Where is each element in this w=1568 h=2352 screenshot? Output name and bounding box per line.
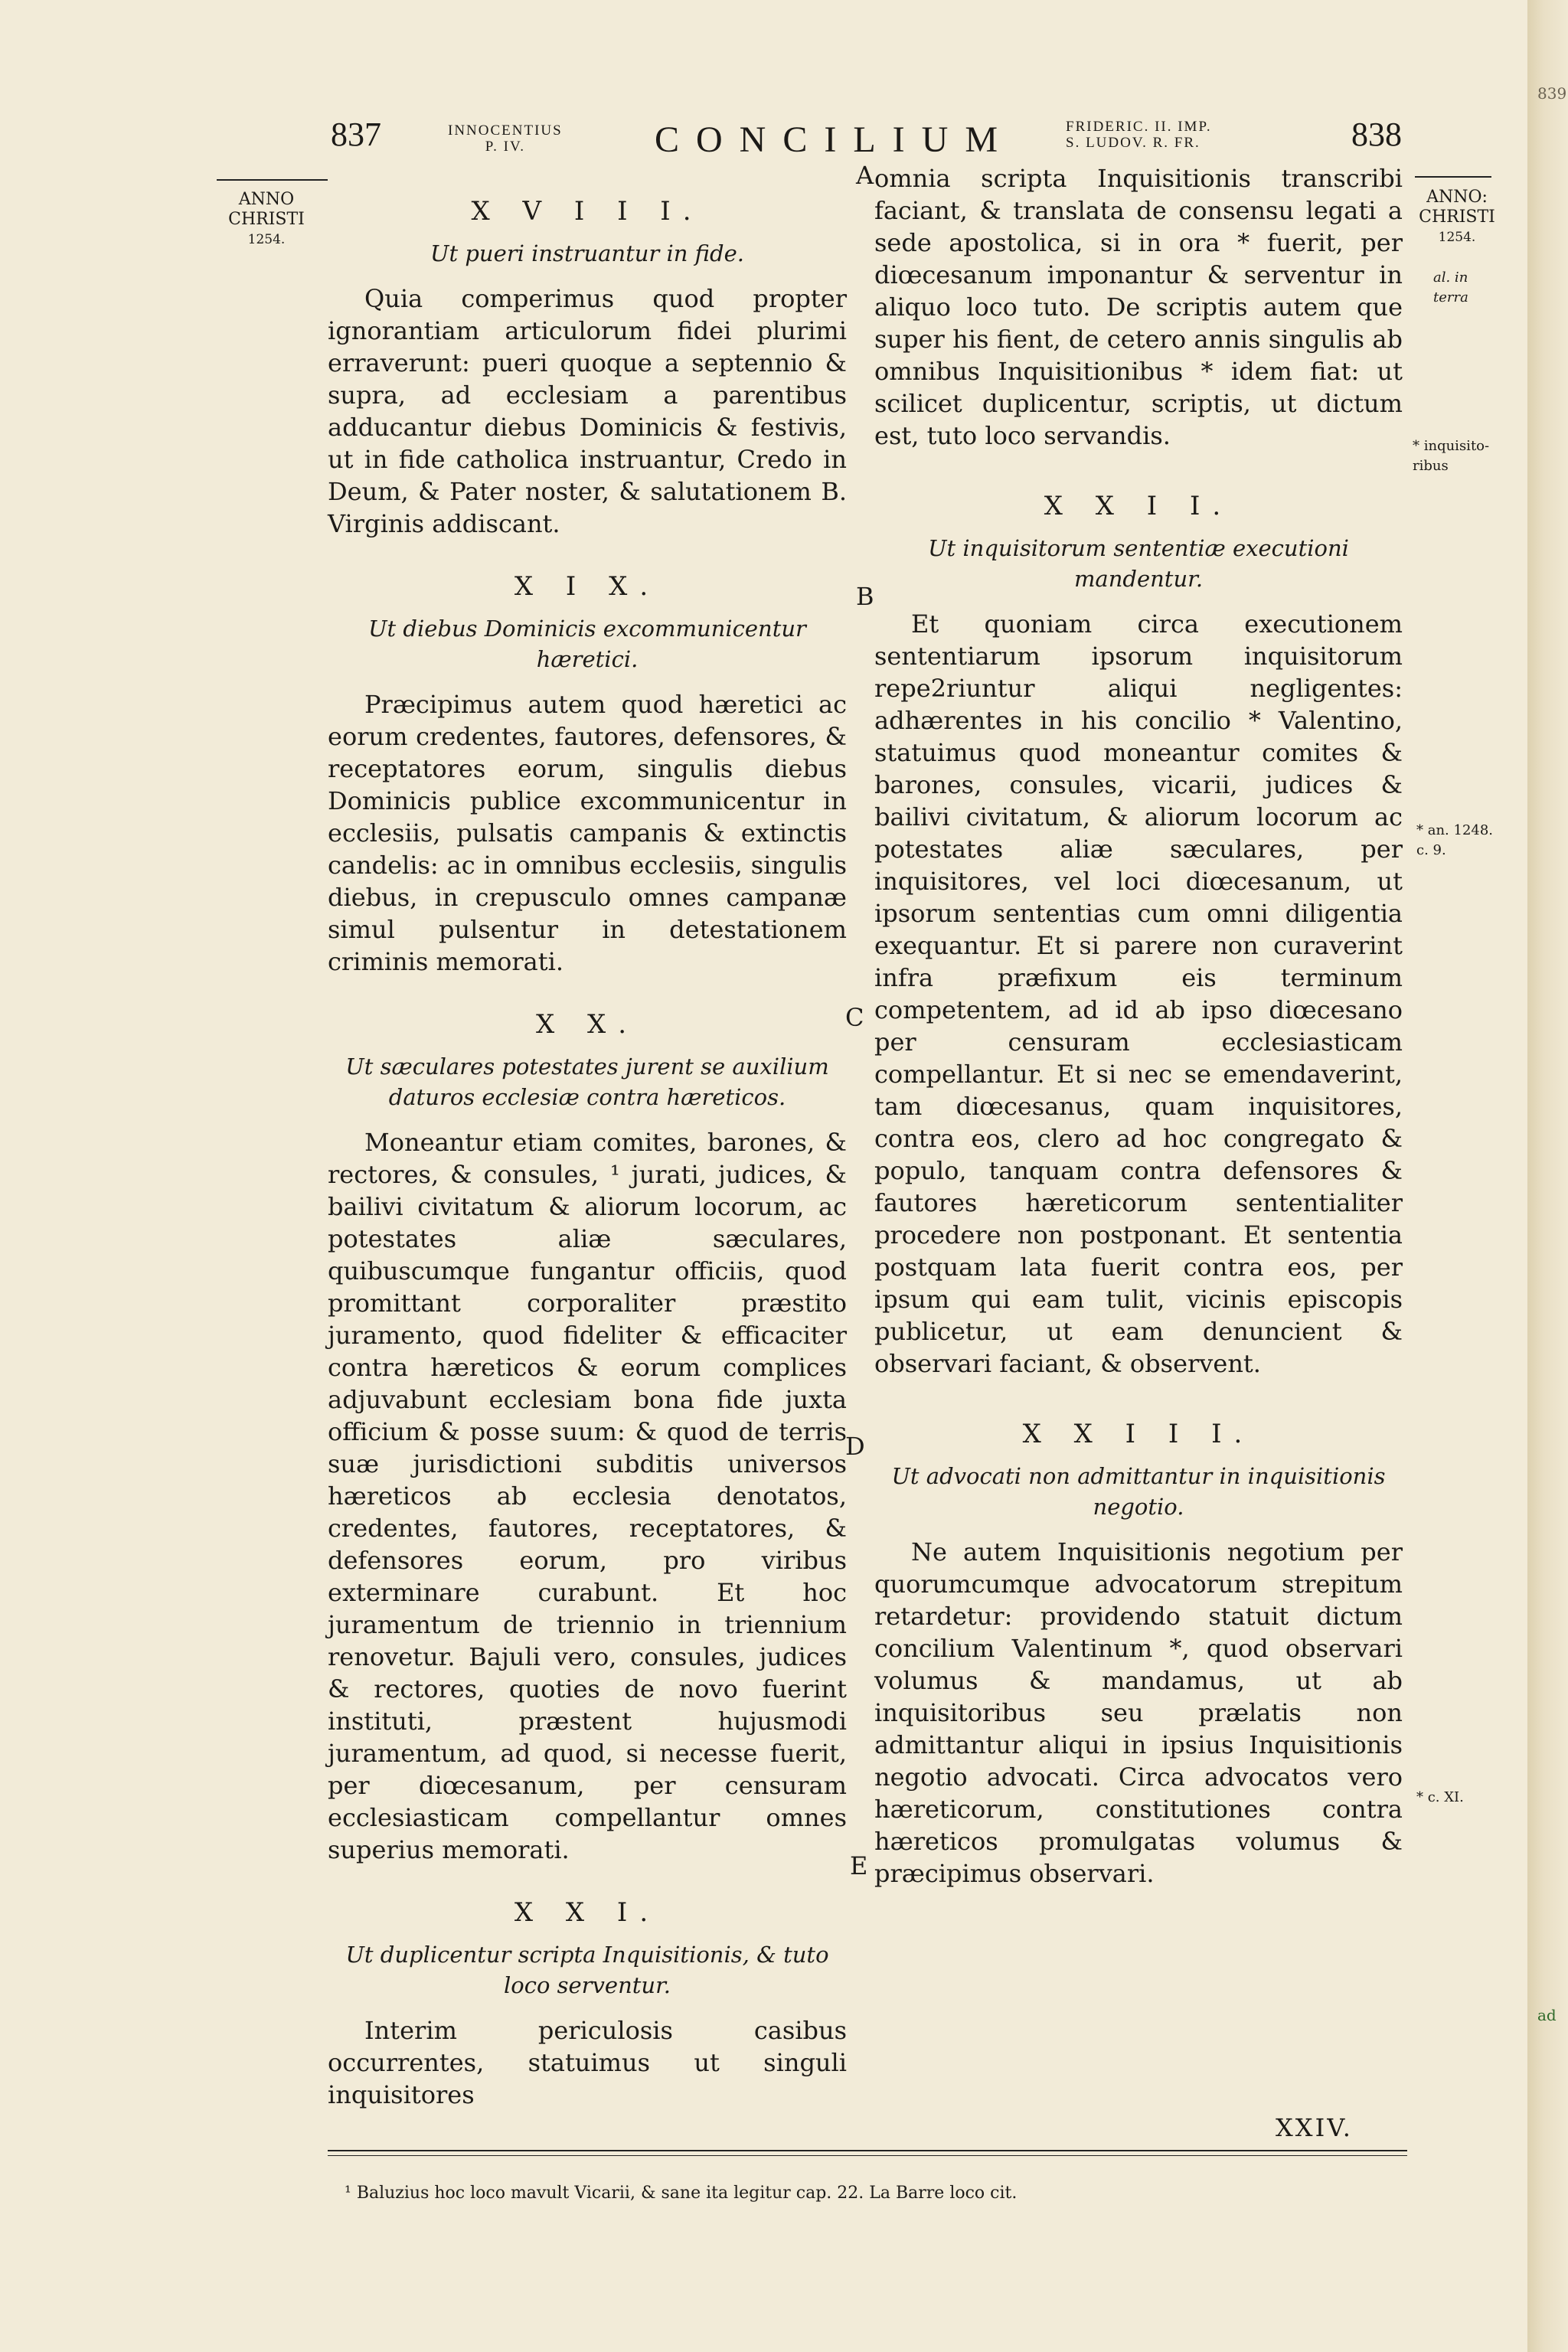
header-rulers: FRIDERIC. II. IMP. S. LUDOV. R. FR.	[1066, 119, 1212, 151]
margin-anno-right: ANNO: CHRISTI 1254.	[1419, 188, 1495, 245]
section-text: Præcipimus autem quod hæretici ac eorum credentes, fautores, defensores, & receptatores eorum, singulis diebus Dominicis publice excommunicentur in ecclesiis, pulsatis campanis & extinctis candelis: ac in omnibus ecclesiis, singulis diebus, in crepusculo omnes campanæ simul pulsentur in detestationem criminis memorati.	[328, 690, 847, 976]
section-number: X X I.	[514, 1897, 661, 1928]
section-rubric: Ut inquisitorum sententiæ executioni mandentur.	[928, 535, 1349, 592]
footnote: ¹ Baluzius hoc loco mavult Vicarii, & sane ita legitur cap. 22. La Barre loco cit.	[345, 2184, 1018, 2203]
adjacent-page-fragment: ad	[1537, 2006, 1557, 2024]
section-letter-e: E	[850, 1851, 868, 1880]
section-number: X X I I I.	[1022, 1419, 1255, 1449]
section-letter-d: D	[845, 1432, 865, 1461]
section-rubric: Ut sæculares potestates jurent se auxilium daturos ecclesiæ contra hæreticos.	[345, 1054, 829, 1110]
section-text: Et quoniam circa executionem sententiarum ipsorum inquisitorum repe2riuntur aliqui negligentes: adhærentes in his concilio * Valentino, statuimus quod moneantur comites & barones, consules, vicarii, judices & bailivi civitatum, & aliorum locorum ac potestates aliæ sæculares, per inquisitores, vel loci diœcesanum, ut ipsorum sententias cum omni diligentia exequantur. Et si parere non curaverint infra præfixum eis terminum competentem, ad id ab ipso diœcesano per censuram ecclesiasticam compellantur. Et si nec se emendaverint, tam diœcesanus, quam inquisitores, contra eos, clero ad hoc congregato & populo, tanquam contra defensores & fautores hæreticorum sententialiter procedere non postponant. Et sententia postquam lata fuerit contra eos, per ipsum qui eam tulit, vicinis episcopis publicetur, ut eam denuncient & observari faciant, & observent.	[874, 609, 1403, 1378]
header-pope: INNOCENTIUS P. IV.	[448, 122, 563, 155]
section-text-continued: omnia scripta Inquisitionis transcribi faciant, & translata de consensu legati a sede apostolica, si in ora * fuerit, per diœcesanum imponantur & serventur in aliquo loco tuto. De scriptis autem que super his fient, de cetero annis singulis ab omnibus Inquisitionibus * idem fiat: ut scilicet duplicentur, scriptis, ut dictum est, tuto loco servandis.	[874, 164, 1403, 450]
margin-note-variant: al. in terra	[1433, 270, 1468, 305]
margin-note-reference: * c. XI.	[1416, 1789, 1464, 1805]
margin-note-variant: * inquisito- ribus	[1413, 438, 1490, 474]
page-gutter	[1527, 0, 1568, 2352]
footnote-rule	[328, 2155, 1407, 2156]
section-rubric: Ut diebus Dominicis excommunicentur hæretici.	[368, 616, 806, 672]
section-letter-c: C	[845, 1003, 864, 1032]
section-text: Interim periculosis casibus occurrentes, statuimus ut singuli inquisitores	[328, 2016, 847, 2109]
section-rubric: Ut pueri instruantur in fide.	[430, 240, 744, 266]
section-letter-b: B	[856, 582, 874, 611]
section-number: X V I I I.	[471, 196, 704, 227]
left-column	[328, 195, 847, 2111]
section-text: Quia comperimus quod propter ignorantiam articulorum fidei plurimi erraverunt: pueri quoque a septennio & supra, ad ecclesiam a parentibus adducantur diebus Dominicis & festivis, ut in fide catholica instruantur, Credo in Deum, & Pater noster, & salutationem B. Virginis addiscant.	[328, 284, 847, 538]
section-letter-a: A	[856, 161, 874, 190]
margin-note-reference: * an. 1248. c. 9.	[1416, 822, 1494, 858]
section-number: X X.	[535, 1009, 639, 1040]
adjacent-page-fragment: 839	[1537, 84, 1567, 103]
section-text: Ne autem Inquisitionis negotium per quorumcumque advocatorum strepitum retardetur: providendo statuit dictum concilium Valentinum *, quod observari volumus & mandamus, ut ab inquisitoribus seu prælatis non admittantur aliqui in ipsius Inquisitionis negotio advocati. Circa advocatos vero hæreticorum, constitutiones contra hæreticos promulgatas volumus & præcipimus observari.	[874, 1537, 1403, 1888]
page-number-left: 837	[331, 116, 381, 153]
header-rule-left	[217, 179, 328, 181]
running-title: CONCILIUM	[655, 119, 1014, 160]
section-rubric: Ut duplicentur scripta Inquisitionis, & tuto loco serventur.	[345, 1942, 829, 1998]
right-column	[874, 162, 1403, 1890]
section-number: X I X.	[514, 571, 661, 602]
page-number-right: 838	[1351, 116, 1402, 153]
margin-anno-left: ANNO CHRISTI 1254.	[228, 190, 305, 247]
section-rubric: Ut advocati non admittantur in inquisitionis negotio.	[891, 1463, 1386, 1520]
section-number: X X I I.	[1044, 491, 1233, 521]
header-rule-right	[1415, 176, 1491, 178]
section-text: Moneantur etiam comites, barones, & rectores, & consules, ¹ jurati, judices, & bailivi civitatum & aliorum locorum, ac potestates aliæ sæculares, quibuscumque fungantur officiis, quod promittant corporaliter præstito juramento, quod fideliter & efficaciter contra hæreticos & eorum complices adjuvabunt ecclesiam bona fide juxta officium & posse suum: & quod de terris suæ jurisdictioni subditis universos hæreticos ab ecclesia denotatos, credentes, fautores, receptatores, & defensores eorum, pro viribus exterminare curabunt. Et hoc juramentum de triennio in triennium renovetur. Bajuli vero, consules, judices & rectores, quoties de novo fuerint instituti, præstent hujusmodi juramentum, ad quod, si necesse fuerit, per diœcesanum, per censuram ecclesiasticam compellantur omnes superius memorati.	[328, 1128, 847, 1864]
catchword: XXIV.	[1276, 2113, 1353, 2142]
footnote-rule	[328, 2150, 1407, 2151]
